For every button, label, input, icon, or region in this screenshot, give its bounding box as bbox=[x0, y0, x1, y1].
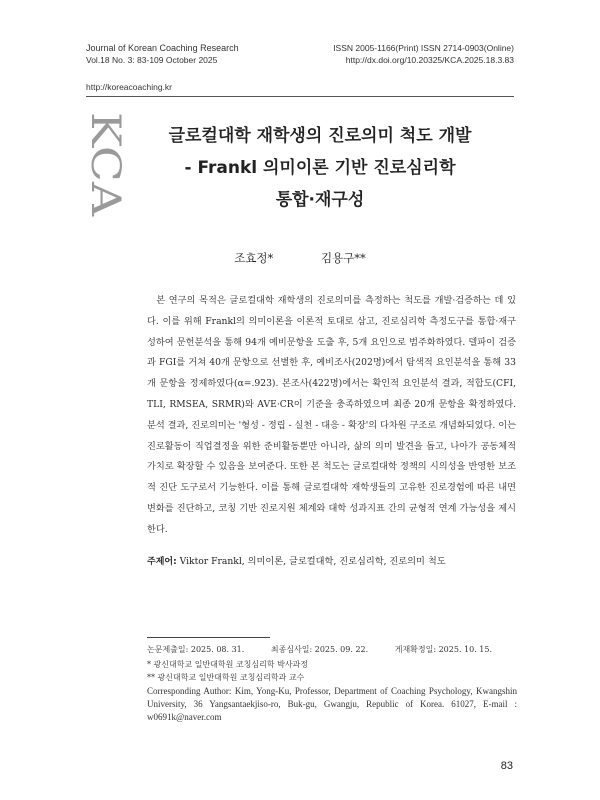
author-1: 조효정* bbox=[234, 251, 274, 265]
affiliation-2: ** 광신대학교 일반대학원 코칭심리학과 교수 bbox=[147, 673, 305, 682]
issn: ISSN 2005-1166(Print) ISSN 2714-0903(Online) bbox=[333, 43, 514, 53]
title-line-2: - Frankl 의미이론 기반 진로심리학 bbox=[184, 158, 456, 178]
reviewed-date: 최종심사일: 2025. 09. 22. bbox=[270, 645, 369, 654]
title-line-3: 통합·재구성 bbox=[275, 190, 365, 210]
kca-logo-text: KCA bbox=[82, 112, 128, 201]
doi-link[interactable]: http://dx.doi.org/10.20325/KCA.2025.18.3.83 bbox=[345, 55, 514, 65]
paper-title bbox=[130, 120, 510, 216]
received-date: 논문제출일: 2025. 08. 31. bbox=[147, 645, 245, 654]
journal-issue: Vol.18 No. 3: 83-109 October 2025 bbox=[86, 55, 218, 65]
keywords bbox=[147, 552, 517, 572]
authors bbox=[0, 250, 600, 266]
journal-name: Journal of Korean Coaching Research bbox=[86, 43, 239, 53]
page-number: 83 bbox=[500, 760, 513, 772]
corresponding-author: Corresponding Author: Kim, Yong-Ku, Professor, Department of Coaching Psychology, Kwangshin University, 36 Yangsantaekjiso-ro, Buk-gu, Gwangju, Republic of Korea. 61027, E-mail : w0691k@naver.com bbox=[147, 686, 517, 722]
journal-website-link[interactable]: http://koreacoaching.kr bbox=[86, 82, 172, 92]
affiliation-1: * 광신대학교 일반대학원 코칭심리학 박사과정 bbox=[147, 660, 309, 669]
keywords-label: 주제어: bbox=[147, 557, 177, 567]
title-line-1: 글로컬대학 재학생의 진로의미 척도 개발 bbox=[168, 126, 472, 146]
submission-dates bbox=[147, 644, 517, 655]
author-2: 김용구** bbox=[320, 251, 366, 265]
header-divider bbox=[86, 96, 514, 97]
footnote-divider bbox=[147, 637, 270, 638]
kca-logo bbox=[82, 110, 128, 220]
accepted-date: 게재확정일: 2025. 10. 15. bbox=[394, 645, 493, 654]
abstract: 본 연구의 목적은 글로컬대학 재학생의 진로의미를 측정하는 척도를 개발·검증하는 데 있다. 이를 위해 Frankl의 의미이론을 이론적 토대로 삼고, 진로심리학 측정도구를 통합·재구성하여 문헌분석을 통해 94개 예비문항을 도출 후, 5개 요인으로 범주화하였다. 델파이 검증과 FGI를 거쳐 40개 문항으로 선별한 후, 예비조사(202명)에서 탐색적 요인분석을 통해 33개 문항을 정제하였다(α=.923). 본조사(422명)에서는 확인적 요인분석 결과, 적합도(CFI, TLI, RMSEA, SRMR)와 AVE·CR이 기준을 충족하였으며 최종 20개 문항을 확정하였다. 분석 결과, 진로의미는 '형성 - 정립 - 실천 - 대응 - 확장'의 다차원 구조로 개념화되었다. 이는 진로활동이 직업결정을 위한 준비활동뿐만 아니라, 삶의 의미 발견을 돕고, 나아가 공동체적 가치로 확장할 수 있음을 보여준다. 또한 본 척도는 글로컬대학 정책의 시의성을 반영한 보조적 진단 도구로서 기능한다. 이를 통해 글로컬대학 재학생들의 고유한 진로경험에 따른 내면 변화를 진단하고, 코칭 기반 진로지원 체계와 대학 성과지표 간의 균형적 연계 가능성을 제시한다. bbox=[147, 295, 516, 535]
keywords-text: Viktor Frankl, 의미이론, 글로컬대학, 진로심리학, 진로의미 척도 bbox=[179, 556, 446, 567]
